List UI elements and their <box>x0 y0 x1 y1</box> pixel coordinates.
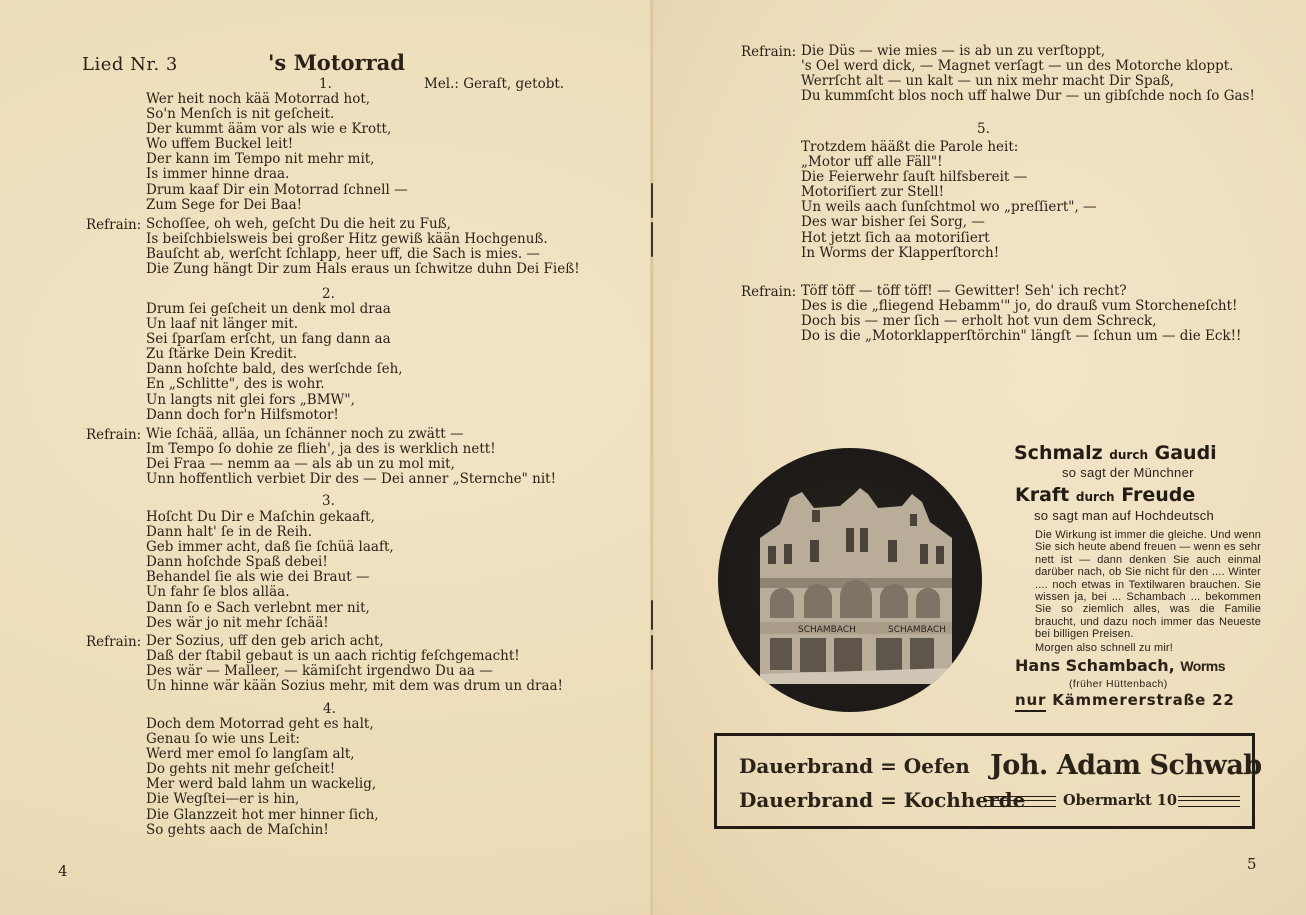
refrain-line: Töff töff — töff töff! — Gewitter! Seh' ich recht? <box>801 283 1127 299</box>
verse-line: Un weils aach ſunſchtmol wo „preſſiert", — <box>801 199 1097 216</box>
refrain-line: Im Tempo ſo dohie ze flieh', ja des is werklich nett! <box>146 441 496 458</box>
refrain-line: Die Düs — wie mies — is ab un zu verſtoppt, <box>801 43 1106 59</box>
ad-product-line-1: Dauerbrand = Oefen <box>739 754 970 778</box>
verse-line: Wer heit noch kää Motorrad hot, <box>146 91 371 107</box>
refrain-5 <box>801 284 1241 344</box>
verse-line: Des wär jo nit mehr ſchää! <box>146 614 329 631</box>
ad-address: nur Kämmererstraße 22 <box>1015 691 1235 709</box>
refrain-line: Bauſcht ab, werſcht ſchlapp, heer uff, die Sach is mies. — <box>146 246 540 263</box>
verse-line: Werd mer emol ſo langſam alt, <box>146 746 355 763</box>
refrain-label: Refrain: <box>741 44 797 60</box>
store-sign: SCHAMBACH <box>888 625 946 635</box>
verse-line: In Worms der Klapperſtorch! <box>801 244 1000 261</box>
refrain-label: Refrain: <box>86 217 142 233</box>
verse-2 <box>146 302 403 423</box>
verse-number: 3. <box>322 493 335 509</box>
ad-subline-1: so sagt der Münchner <box>1062 465 1194 480</box>
refrain-2 <box>146 427 556 487</box>
refrain-line: Die Zung hängt Dir zum Hals eraus un ſchwitze duhn Dei Fieß! <box>146 261 580 278</box>
refrain-line: Un hinne wär kään Sozius mehr, mit dem was drum un draa! <box>146 678 563 695</box>
verse-line: Behandel ſie als wie dei Braut — <box>146 569 370 586</box>
ad-subline-2: so sagt man auf Hochdeutsch <box>1034 508 1215 523</box>
refrain-label: Refrain: <box>86 427 142 443</box>
verse-line: Der kummt ääm vor als wie e Krott, <box>146 121 392 138</box>
refrain-line: Is beiſchbielsweis bei großer Hitz gewiß kään Hochgenuß. <box>146 231 548 248</box>
refrain-line: 's Oel werd dick, — Magnet verſagt — un des Motorche kloppt. <box>801 58 1234 75</box>
verse-line: Zu ſtärke Dein Kredit. <box>146 346 298 363</box>
ad-product-line-2: Dauerbrand = Kochherde <box>739 788 1026 812</box>
verse-line: Hot jetzt ſich aa motoriſiert <box>801 229 990 246</box>
verse-line: Geb immer acht, daß ſie ſchüä laaft, <box>146 539 394 556</box>
verse-line: Dann halt' ſe in de Reih. <box>146 524 313 541</box>
verse-3 <box>146 510 394 631</box>
refrain-3 <box>146 634 563 694</box>
verse-line: So'n Menſch is nit geſcheit. <box>146 106 335 123</box>
verse-line: Un fahr ſe blos alläa. <box>146 584 290 601</box>
ad-headline-1: Schmalz durch Gaudi <box>1014 442 1217 464</box>
staple <box>651 183 653 218</box>
verse-number: 2. <box>322 286 335 302</box>
refrain-label: Refrain: <box>86 634 142 650</box>
refrain-line: Doch bis — mer ſich — erholt hot vun dem Schreck, <box>801 313 1157 330</box>
refrain-4 <box>801 44 1255 104</box>
verse-line: Zum Sege for Dei Baa! <box>146 196 303 213</box>
verse-line: Genau ſo wie uns Leit: <box>146 731 300 748</box>
refrain-line: Daß der ſtabil gebaut is un aach richtig feſchgemacht! <box>146 648 520 665</box>
verse-line: Un laaf nit länger mit. <box>146 316 299 333</box>
ad-body <box>1035 529 1261 654</box>
center-fold <box>650 0 654 915</box>
refrain-line: Des wär — Malleer, — kämiſcht irgendwo Du aa — <box>146 663 493 680</box>
verse-line: Mer werd bald lahm un wackelig, <box>146 776 377 793</box>
refrain-1 <box>146 217 580 277</box>
verse-line: Hoſcht Du Dir e Maſchin gekaaft, <box>146 509 375 525</box>
ad-closing: Morgen also schnell zu mir! <box>1035 641 1173 654</box>
verse-line: Die Feierwehr ſauſt hilfsbereit — <box>801 169 1028 186</box>
melody-note: Mel.: Geraſt, getobt. <box>424 76 565 92</box>
verse-5 <box>801 140 1097 261</box>
staple <box>651 222 653 257</box>
verse-number: 5. <box>977 121 990 137</box>
verse-line: „Motor uff alle Fäll"! <box>801 154 943 171</box>
verse-line: Drum ſei geſcheit un denk mol draa <box>146 301 391 317</box>
verse-line: Wo uffem Buckel leit! <box>146 136 294 153</box>
verse-number: 4. <box>323 701 336 717</box>
verse-line: Dann hoſchte bald, des werſchde ſeh, <box>146 361 403 378</box>
song-label: Lied Nr. 3 <box>82 54 178 75</box>
store-sign: SCHAMBACH <box>798 625 856 635</box>
building-illustration <box>760 488 952 684</box>
decorative-rule <box>1178 796 1240 807</box>
verse-line: Der kann im Tempo nit mehr mit, <box>146 151 375 168</box>
verse-line: Do gehts nit mehr geſcheit! <box>146 761 336 778</box>
ad-firm-name: Joh. Adam Schwab <box>990 750 1262 781</box>
verse-line: Motoriſiert zur Stell! <box>801 184 945 201</box>
verse-number: 1. <box>319 76 332 92</box>
refrain-label: Refrain: <box>741 284 797 300</box>
refrain-line: Du kummſcht blos noch uff halwe Dur — un gibſchde noch ſo Gas! <box>801 88 1255 105</box>
verse-line: So gehts aach de Maſchin! <box>146 821 329 838</box>
refrain-line: Schoſſee, oh weh, geſcht Du die heit zu Fuß, <box>146 216 451 232</box>
refrain-line: Werrſcht alt — un kalt — un nix mehr macht Dir Spaß, <box>801 73 1175 90</box>
verse-line: Dann hoſchde Spaß debei! <box>146 554 328 571</box>
refrain-line: Do is die „Motorklapperſtörchin" längſt — ſchun um — die Eck!! <box>801 328 1242 345</box>
store-photo <box>718 448 982 712</box>
verse-line: Die Wegſtei—er is hin, <box>146 791 300 808</box>
verse-line: Is immer hinne draa. <box>146 166 290 183</box>
page-number: 4 <box>58 862 68 880</box>
ad-firm-address: Obermarkt 10 <box>1063 792 1177 809</box>
verse-line: Doch dem Motorrad geht es halt, <box>146 716 374 732</box>
staple <box>651 600 653 630</box>
ad-schwab-box <box>714 733 1262 829</box>
song-title: 's Motorrad <box>268 50 405 75</box>
staple <box>651 635 653 670</box>
verse-4 <box>146 717 379 838</box>
ad-body-text: Die Wirkung ist immer die gleiche. Und wenn Sie sich heute abend freuen — wenn es sehr nett ist — dann denken Sie auch einmal darüber nach, ob Sie nicht für den .... Winter .... noch etwas in Textilwaren brauchen. Sie wissen ja, bei ... Schambach ... bekommen Sie so ziemlich alles, was die Familie braucht, und dazu noch immer das Neueste bei billigen Preisen. <box>1035 529 1261 641</box>
verse-line: Un langts nit glei fors „BMW", <box>146 391 355 408</box>
verse-line: Des war bisher ſei Sorg, — <box>801 214 985 231</box>
verse-1 <box>146 92 408 213</box>
verse-line: Sei ſparſam erſcht, un fang dann aa <box>146 331 391 348</box>
ad-merchant-name: Hans Schambach, Worms <box>1015 656 1226 675</box>
ad-headline-2: Kraft durch Freude <box>1015 484 1196 506</box>
refrain-line: Dei Fraa — nemm aa — als ab un zu mol mit, <box>146 456 455 473</box>
refrain-line: Der Sozius, uff den geb arich acht, <box>146 633 384 649</box>
decorative-rule <box>984 796 1056 807</box>
verse-line: Drum kaaf Dir ein Motorrad ſchnell — <box>146 181 408 198</box>
refrain-line: Unn hoffentlich verbiet Dir des — Dei anner „Sternche" nit! <box>146 471 557 488</box>
verse-line: Dann ſo e Sach verlebnt mer nit, <box>146 599 370 616</box>
ad-former-name: (früher Hüttenbach) <box>1069 678 1168 690</box>
verse-line: En „Schlitte", des is wohr. <box>146 376 325 393</box>
page-number: 5 <box>1247 855 1257 873</box>
refrain-line: Wie ſchää, alläa, un ſchänner noch zu zwätt — <box>146 426 464 442</box>
verse-line: Dann doch for'n Hilfsmotor! <box>146 406 339 423</box>
verse-line: Die Glanzzeit hot mer hinner ſich, <box>146 806 379 823</box>
verse-line: Trotzdem hääßt die Parole heit: <box>801 139 1019 155</box>
page-left <box>0 0 652 915</box>
refrain-line: Des is die „fliegend Hebamm'" jo, do drauß vum Storcheneſcht! <box>801 298 1238 315</box>
